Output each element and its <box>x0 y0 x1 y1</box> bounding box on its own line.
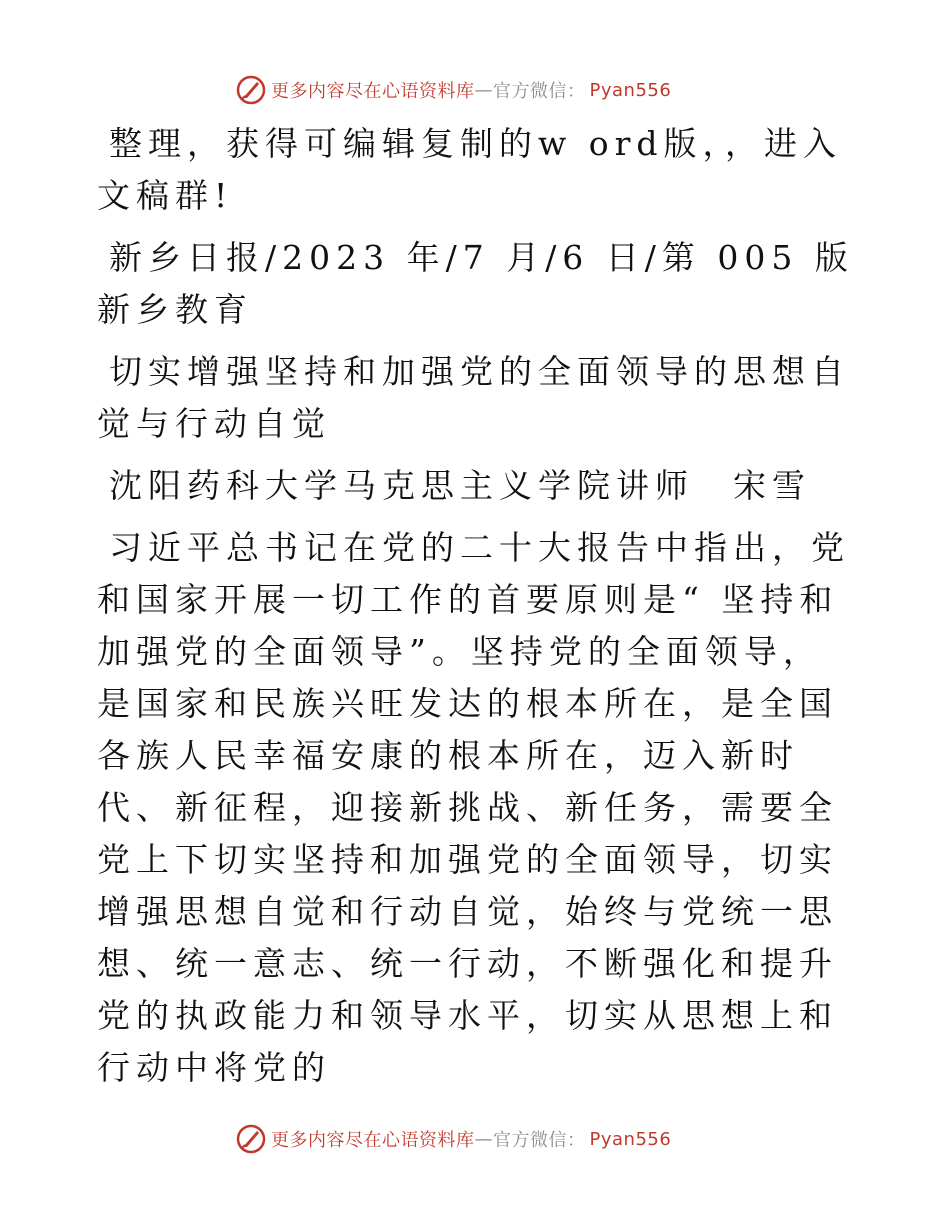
body-paragraph: 习近平总书记在党的二十大报告中指出，党和国家开展一切工作的首要原则是“ 坚持和加强党的全面领导”。坚持党的全面领导，是国家和民族兴旺发达的根本所在，是全国各族人民幸福安康的根本所在，迈入新时代、新征程，迎接新挑战、新任务，需要全党上下切实坚持和加强党的全面领导，切实增强思想自觉和行动自觉，始终与党统一思想、统一意志、统一行动，不断强化和提升党的执政能力和领导水平，切实从思想上和行动中将党的 <box>97 528 850 1087</box>
watermark-footer <box>235 1122 671 1156</box>
watermark-contact-text: 官方微信： <box>493 1130 586 1151</box>
watermark-dash: — <box>474 79 493 101</box>
watermark-wechat-id: Pyan556 <box>589 79 672 101</box>
author-line: 沈阳药科大学马克思主义学院讲师 宋雪 <box>109 466 811 505</box>
watermark-contact-text: 官方微信： <box>493 81 586 102</box>
article-title: 切实增强坚持和加强党的全面领导的思想自觉与行动自觉 <box>97 352 850 443</box>
document-content <box>97 118 857 1104</box>
watermark-main-text: 更多内容尽在心语资料库 <box>271 1130 475 1151</box>
quill-logo-icon <box>235 1123 267 1155</box>
watermark-header <box>235 73 671 107</box>
quill-logo-icon <box>235 74 267 106</box>
watermark-main-text: 更多内容尽在心语资料库 <box>271 81 475 102</box>
watermark-dash: — <box>474 1128 493 1150</box>
intro-paragraph: 整理，获得可编辑复制的w ord版，，进入文稿群! <box>97 124 843 215</box>
source-line: 新乡日报/2023 年/7 月/6 日/第 005 版新乡教育 <box>97 238 854 329</box>
watermark-wechat-id: Pyan556 <box>589 1128 672 1150</box>
